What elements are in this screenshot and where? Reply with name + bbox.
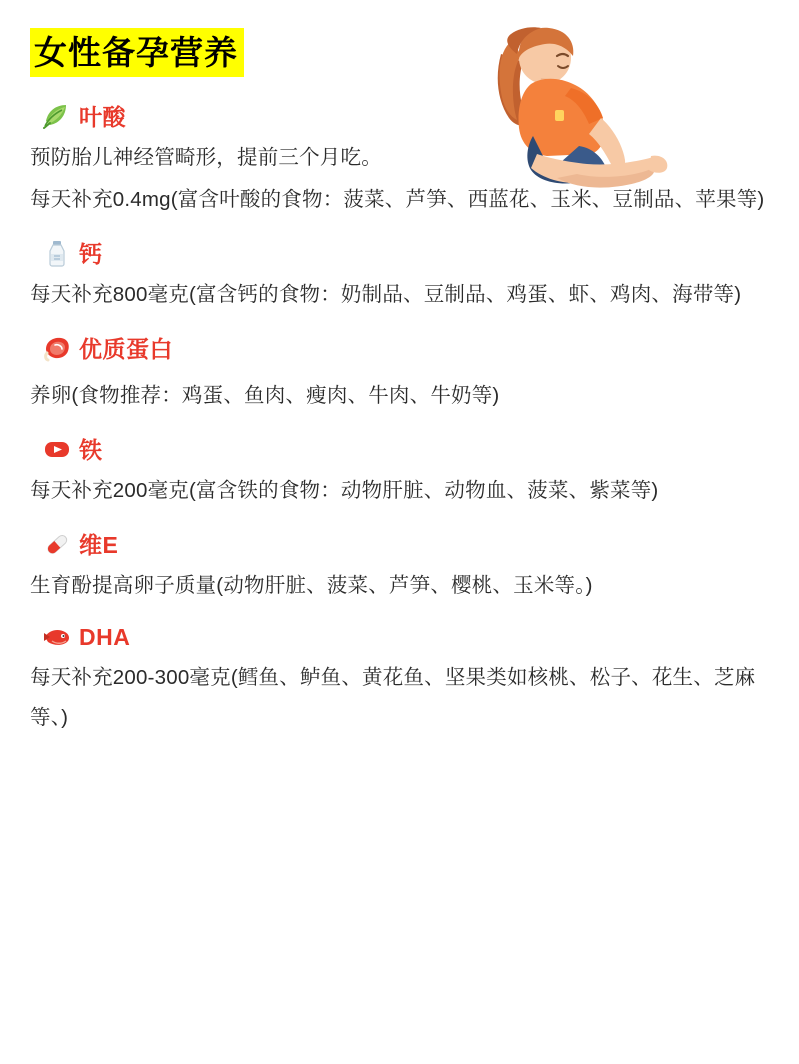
section-heading [42, 331, 769, 364]
section-protein [30, 331, 769, 416]
section-paragraph: 每天补充200-300毫克(鳕鱼、鲈鱼、黄花鱼、坚果类如核桃、松子、花生、芝麻等、) [30, 666, 756, 730]
section-title: 维E [79, 532, 119, 559]
section-heading [42, 99, 769, 132]
section-heading [42, 527, 769, 560]
section-title: 钙 [79, 241, 103, 268]
section-heading [42, 622, 769, 652]
capsule-icon [42, 529, 72, 559]
section-paragraph: 生育酚提高卵子质量(动物肝脏、菠菜、芦笋、樱桃、玉米等。) [30, 574, 593, 598]
section-title: 叶酸 [79, 104, 126, 131]
milk-bottle-icon [42, 238, 72, 268]
section-folic-acid [30, 99, 769, 220]
section-paragraph: 预防胎儿神经管畸形，提前三个月吃。 [30, 146, 382, 170]
section-paragraph: 每天补充200毫克(富含铁的食物：动物肝脏、动物血、菠菜、紫菜等) [30, 479, 659, 503]
page-title-text: 女性备孕营养 [30, 28, 244, 77]
section-title: 铁 [79, 437, 103, 464]
section-paragraph: 养卵(食物推荐：鸡蛋、鱼肉、瘦肉、牛肉、牛奶等) [30, 384, 500, 408]
section-title: DHA [79, 623, 131, 650]
section-heading [42, 432, 769, 465]
steak-icon [42, 333, 72, 363]
section-title: 优质蛋白 [79, 336, 173, 363]
section-iron [30, 432, 769, 511]
fish-icon [42, 622, 72, 652]
section-dha [30, 622, 769, 738]
section-paragraph: 每天补充800毫克(富含钙的食物：奶制品、豆制品、鸡蛋、虾、鸡肉、海带等) [30, 283, 742, 307]
section-calcium [30, 236, 769, 315]
lettuce-icon [42, 101, 72, 131]
section-paragraph: 每天补充0.4mg(富含叶酸的食物：菠菜、芦笋、西蓝花、玉米、豆制品、苹果等) [30, 188, 765, 212]
iron-tag-icon [42, 434, 72, 464]
section-heading [42, 236, 769, 269]
page-title [30, 28, 244, 77]
section-vitamin-e [30, 527, 769, 606]
